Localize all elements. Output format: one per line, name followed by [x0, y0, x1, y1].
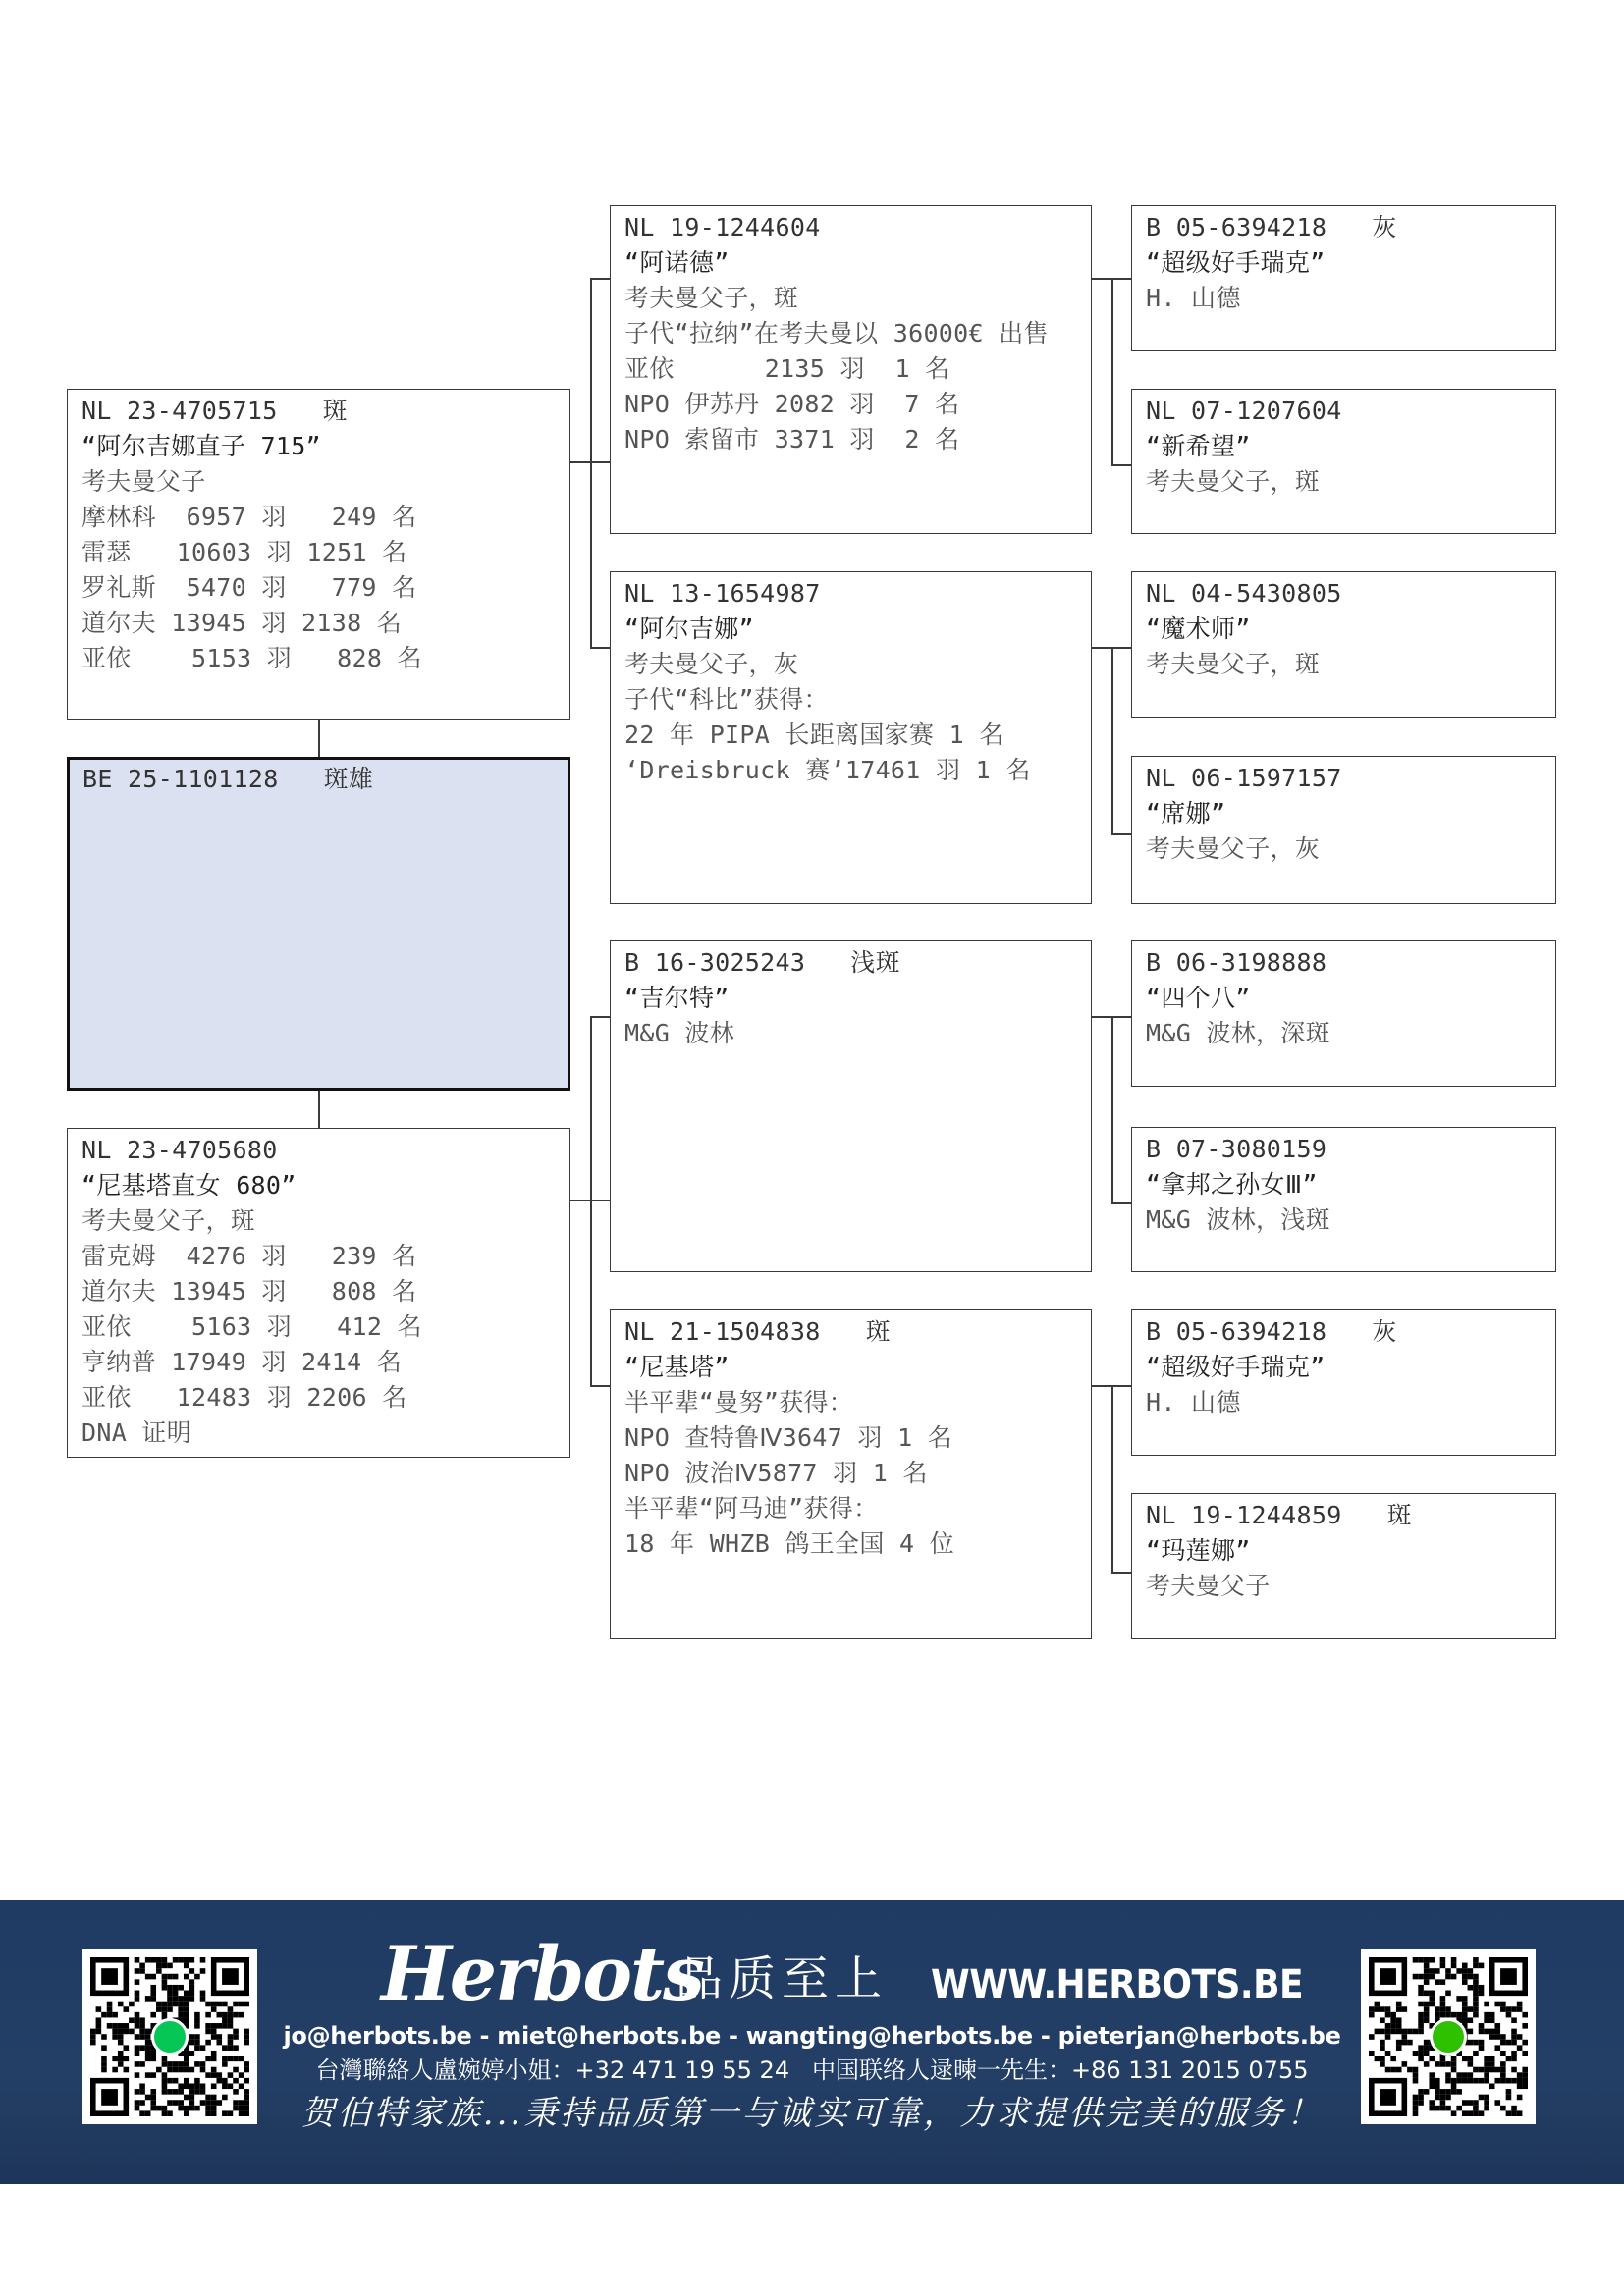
pedigree-line: M&G 波林	[624, 1019, 735, 1047]
pedigree-line: “玛莲娜”	[1146, 1536, 1251, 1565]
pedigree-line: “阿诺德”	[624, 248, 730, 277]
connector	[318, 720, 320, 757]
pedigree-line: 考夫曼父子，灰	[624, 650, 799, 678]
pedigree-line: 考夫曼父子，斑	[1146, 467, 1321, 496]
pedigree-dam-dam	[610, 1309, 1092, 1639]
pedigree-line: B 05-6394218 灰	[1146, 1317, 1397, 1346]
website-link[interactable]: WWW.HERBOTS.BE	[931, 1962, 1304, 2007]
pedigree-line: “新希望”	[1146, 432, 1251, 460]
footer-banner	[0, 1900, 1624, 2184]
wechat-icon	[1430, 2018, 1467, 2056]
pedigree-line: H. 山德	[1146, 1388, 1241, 1416]
pedigree-line: “席娜”	[1146, 799, 1226, 828]
pedigree-line: 道尔夫 13945 羽 2138 名	[81, 609, 403, 637]
pedigree-line: NL 23-4705715 斑	[81, 397, 348, 425]
pedigree-line: NL 19-1244859 斑	[1146, 1501, 1412, 1529]
pedigree-line: NL 04-5430805	[1146, 579, 1342, 608]
pedigree-line: “阿尔吉娜”	[624, 614, 754, 643]
pedigree-line: NL 07-1207604	[1146, 397, 1342, 425]
pedigree-ssd	[1131, 389, 1556, 534]
contact-taiwan: 台灣聯絡人盧婉婷小姐：+32 471 19 55 24	[315, 2056, 790, 2084]
pedigree-line: 考夫曼父子，斑	[624, 284, 799, 312]
pedigree-line: 罗礼斯 5470 羽 779 名	[81, 573, 417, 602]
pedigree-line: 亚依 5163 羽 412 名	[81, 1312, 422, 1341]
pedigree-line: B 05-6394218 灰	[1146, 213, 1397, 241]
pedigree-line: “阿尔吉娜直子 715”	[81, 432, 321, 460]
connector	[590, 1016, 610, 1018]
pedigree-dds	[1131, 1309, 1556, 1456]
pedigree-ddd	[1131, 1493, 1556, 1639]
connector	[590, 647, 610, 649]
pedigree-line: NL 21-1504838 斑	[624, 1317, 891, 1346]
pedigree-line: “尼基塔直女 680”	[81, 1171, 297, 1200]
pedigree-line: B 16-3025243 浅斑	[624, 948, 900, 977]
connector	[1111, 464, 1131, 466]
tagline: 贺伯特家族...秉持品质第一与诚实可靠，力求提供完美的服务！	[300, 2094, 1324, 2133]
connector	[590, 278, 610, 280]
pedigree-sire	[67, 389, 570, 720]
pedigree-line: NPO 伊苏丹 2082 羽 7 名	[624, 390, 960, 418]
pedigree-dam-sire	[610, 940, 1092, 1272]
pedigree-line: “四个八”	[1146, 984, 1251, 1012]
slogan: 品质至上	[676, 1951, 889, 2006]
pedigree-line: M&G 波林，深斑	[1146, 1019, 1330, 1047]
pedigree-line: 亚依 2135 羽 1 名	[624, 354, 950, 383]
pedigree-line: NL 06-1597157	[1146, 764, 1342, 792]
pedigree-line: 考夫曼父子，灰	[1146, 834, 1321, 863]
connector	[1111, 647, 1113, 833]
connector	[590, 1016, 592, 1385]
pedigree-line: 考夫曼父子，斑	[1146, 650, 1321, 678]
pedigree-line: 18 年 WHZB 鸽王全国 4 位	[624, 1529, 955, 1558]
pedigree-main-bird	[67, 757, 570, 1091]
pedigree-sire-sire	[610, 205, 1092, 534]
pedigree-sss	[1131, 205, 1556, 351]
pedigree-line: B 07-3080159	[1146, 1135, 1327, 1163]
pedigree-line: “尼基塔”	[624, 1353, 730, 1381]
pedigree-line: NPO 波治Ⅳ5877 羽 1 名	[624, 1459, 928, 1487]
pedigree-line: 子代“科比”获得：	[624, 685, 829, 714]
pedigree-line: 半平辈“曼努”获得：	[624, 1388, 854, 1416]
herbots-logo: Herbots	[381, 1930, 703, 2017]
pedigree-sds	[1131, 571, 1556, 718]
pedigree-line: 亚依 5153 羽 828 名	[81, 644, 422, 672]
email-list[interactable]: jo@herbots.be - miet@herbots.be - wangting@herbots.be - pieterjan@herbots.be	[283, 2022, 1341, 2050]
pedigree-line: BE 25-1101128 斑雄	[82, 765, 374, 793]
pedigree-line: 摩林科 6957 羽 249 名	[81, 503, 417, 531]
pedigree-line: 考夫曼父子	[1146, 1572, 1271, 1600]
pedigree-line: H. 山德	[1146, 284, 1241, 312]
pedigree-line: “魔术师”	[1146, 614, 1251, 643]
connector	[590, 1385, 610, 1387]
pedigree-line: 雷瑟 10603 羽 1251 名	[81, 538, 407, 566]
pedigree-line: NL 23-4705680	[81, 1136, 278, 1164]
connector	[1111, 1572, 1131, 1574]
connector	[318, 1091, 320, 1128]
contact-china: 中国联络人逯暕一先生：+86 131 2015 0755	[811, 2056, 1309, 2084]
pedigree-line: DNA 证明	[81, 1418, 192, 1447]
pedigree-line: 亚依 12483 羽 2206 名	[81, 1383, 407, 1412]
pedigree-dss	[1131, 940, 1556, 1087]
pedigree-line: M&G 波林，浅斑	[1146, 1205, 1330, 1234]
connector	[1111, 1016, 1113, 1202]
pedigree-line: “吉尔特”	[624, 984, 730, 1012]
pedigree-line: “超级好手瑞克”	[1146, 1353, 1326, 1381]
pedigree-line: NPO 查特鲁Ⅳ3647 羽 1 名	[624, 1423, 953, 1452]
pedigree-sdd	[1131, 756, 1556, 904]
pedigree-line: 考夫曼父子	[81, 467, 206, 496]
pedigree-line: 22 年 PIPA 长距离国家赛 1 名	[624, 721, 1004, 749]
pedigree-line: B 06-3198888	[1146, 948, 1327, 977]
pedigree-line: 亨纳普 17949 羽 2414 名	[81, 1348, 403, 1376]
pedigree-line: NL 13-1654987	[624, 579, 821, 608]
connector	[1111, 278, 1113, 464]
pedigree-line: 道尔夫 13945 羽 808 名	[81, 1277, 417, 1306]
pedigree-sire-dam	[610, 571, 1092, 904]
connector	[1111, 1202, 1131, 1204]
pedigree-line: “拿邦之孙女Ⅲ”	[1146, 1170, 1318, 1199]
pedigree-line: “超级好手瑞克”	[1146, 248, 1326, 277]
pedigree-line: NL 19-1244604	[624, 213, 821, 241]
connector	[1111, 833, 1131, 835]
pedigree-dsd	[1131, 1127, 1556, 1272]
pedigree-dam	[67, 1128, 570, 1458]
pedigree-line: NPO 索留市 3371 羽 2 名	[624, 425, 960, 454]
connector	[590, 278, 592, 647]
pedigree-line: 考夫曼父子，斑	[81, 1206, 256, 1235]
qr-code-wechat[interactable]	[1361, 1949, 1536, 2124]
pedigree-line: 子代“拉纳”在考夫曼以 36000€ 出售	[624, 319, 1049, 347]
pedigree-line: 半平辈“阿马迪”获得：	[624, 1494, 879, 1522]
pedigree-line: ‘Dreisbruck 赛’17461 羽 1 名	[624, 756, 1031, 784]
connector	[1111, 1385, 1113, 1572]
pedigree-line: 雷克姆 4276 羽 239 名	[81, 1242, 417, 1270]
